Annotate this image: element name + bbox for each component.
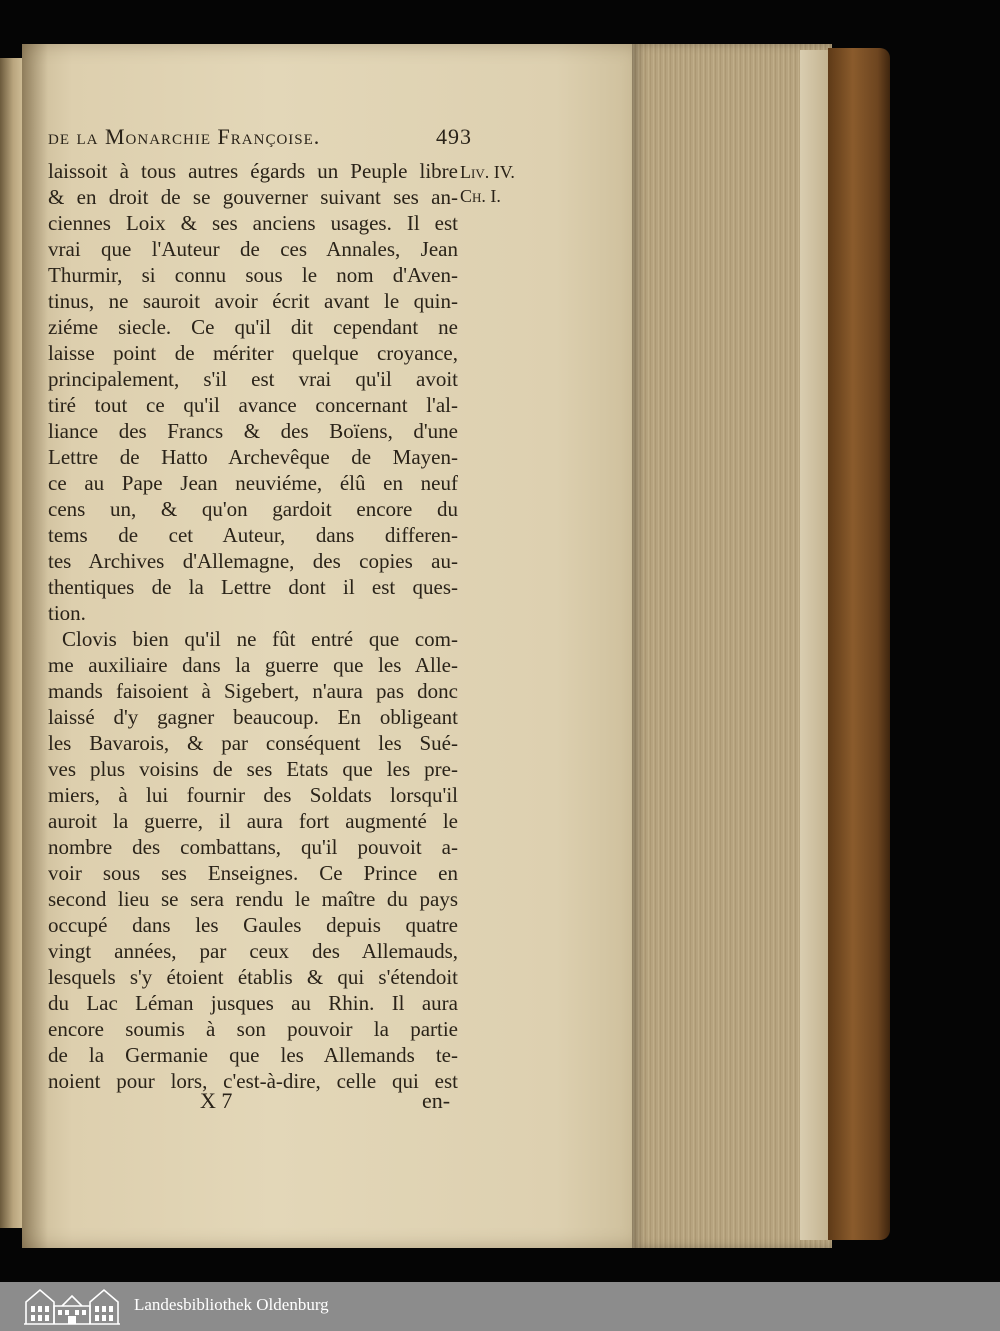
- text-line: tinus, ne sauroit avoir écrit avant le quin-: [48, 289, 458, 313]
- text-line: Lettre de Hatto Archevêque de Mayen-: [48, 445, 458, 469]
- text-line: liance des Francs & des Boïens, d'une: [48, 419, 458, 443]
- text-line: miers, à lui fournir des Soldats lorsqu'il: [48, 783, 458, 807]
- running-header: [48, 124, 472, 158]
- text-line: ce au Pape Jean neuviéme, élû en neuf: [48, 471, 458, 495]
- margin-note-book: Liv. IV.: [460, 162, 515, 182]
- left-page-edge: [0, 58, 22, 1228]
- text-line: tion.: [48, 601, 86, 625]
- text-line: principalement, s'il est vrai qu'il avoit: [48, 367, 458, 391]
- text-line: & en droit de se gouverner suivant ses an-: [48, 185, 458, 209]
- text-line: nombre des combattans, qu'il pouvoit a-: [48, 835, 458, 859]
- text-line: tiré tout ce qu'il avance concernant l'al-: [48, 393, 458, 417]
- text-line: Clovis bien qu'il ne fût entré que com-: [62, 627, 458, 651]
- book-cover-edge: [828, 48, 890, 1240]
- text-line: ciennes Loix & ses anciens usages. Il est: [48, 211, 458, 235]
- text-line: laissé d'y gagner beaucoup. En obligeant: [48, 705, 458, 729]
- text-line: cens un, & qu'on gardoit encore du: [48, 497, 458, 521]
- page-gutter: [22, 44, 48, 1248]
- catchword: en-: [422, 1088, 451, 1113]
- text-line: tems de cet Auteur, dans differen-: [48, 523, 458, 547]
- text-line: thentiques de la Lettre dont il est ques-: [48, 575, 458, 599]
- text-line: laisse point de mériter quelque croyance,: [48, 341, 458, 365]
- text-line: voir sous ses Enseignes. Ce Prince en: [48, 861, 458, 885]
- text-line: de la Germanie que les Allemands te-: [48, 1043, 458, 1067]
- text-line: laissoit à tous autres égards un Peuple libre: [48, 159, 458, 183]
- margin-note-chapter: Ch. I.: [460, 186, 501, 206]
- text-line: ziéme siecle. Ce qu'il dit cependant ne: [48, 315, 458, 339]
- text-line: Thurmir, si connu sous le nom d'Aven-: [48, 263, 458, 287]
- text-line: auroit la guerre, il aura fort augmenté le: [48, 809, 458, 833]
- text-line: les Bavarois, & par conséquent les Sué-: [48, 731, 458, 755]
- text-line: mands faisoient à Sigebert, n'aura pas donc: [48, 679, 458, 703]
- margin-note: [460, 160, 515, 208]
- text-line: ves plus voisins de ses Etats que les pre-: [48, 757, 458, 781]
- text-line: occupé dans les Gaules depuis quatre: [48, 913, 458, 937]
- text-line: du Lac Léman jusques au Rhin. Il aura: [48, 991, 458, 1015]
- page-footer: [200, 1088, 472, 1118]
- text-line: tes Archives d'Allemagne, des copies au-: [48, 549, 458, 573]
- signature-mark: X 7: [200, 1088, 233, 1113]
- text-line: encore soumis à son pouvoir la partie: [48, 1017, 458, 1041]
- body-text: [48, 158, 468, 1094]
- page-number: 493: [436, 124, 472, 149]
- text-line: lesquels s'y étoient établis & qui s'étendoit: [48, 965, 458, 989]
- page-text-block: [48, 124, 472, 1094]
- library-name: Landesbibliothek Oldenburg: [134, 1295, 329, 1314]
- running-title: de la Monarchie Françoise.: [48, 124, 321, 149]
- text-line: vrai que l'Auteur de ces Annales, Jean: [48, 237, 458, 261]
- library-building-icon: [22, 1286, 122, 1326]
- text-line: vingt années, par ceux des Allemauds,: [48, 939, 458, 963]
- library-footer-bar: [0, 1282, 1000, 1331]
- text-line: noient pour lors, c'est-à-dire, celle qui est: [48, 1069, 458, 1093]
- text-line: second lieu se sera rendu le maître du pays: [48, 887, 458, 911]
- text-line: me auxiliaire dans la guerre que les Alle-: [48, 653, 458, 677]
